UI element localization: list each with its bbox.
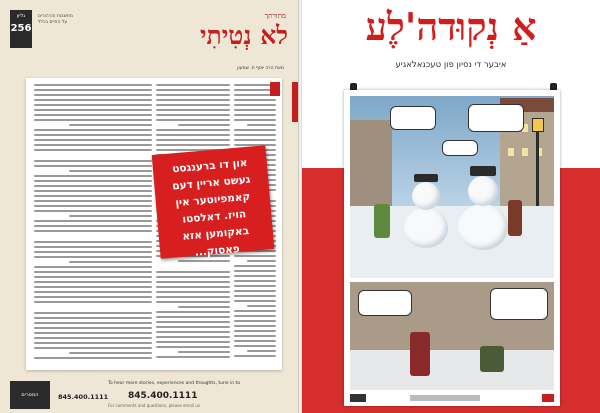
text-line [156,104,230,106]
text-line [34,129,152,131]
text-line [69,352,152,354]
text-line [34,114,152,116]
text-line [156,89,230,91]
text-line [234,139,276,141]
text-line [34,165,152,167]
text-line [234,119,276,121]
pull-quote-callout [152,145,275,259]
left-header [10,10,290,70]
text-line [234,104,276,106]
text-line [234,290,276,292]
text-line [69,215,152,217]
text-line [156,119,230,121]
street-lamp-icon [532,118,544,132]
text-line [234,340,276,342]
footer-logo: המסרים [10,381,50,409]
text-line [234,335,276,337]
text-line [156,296,230,298]
footer-phone-small: 845.400.1111 [58,393,109,401]
right-page [302,0,600,413]
text-line [34,230,152,232]
text-line [234,315,276,317]
text-line [178,306,230,308]
text-line [178,351,230,353]
building-left [350,120,392,208]
text-line [34,322,152,324]
text-line [234,355,276,357]
text-line [34,256,152,258]
text-line [234,280,276,282]
text-line [34,347,152,349]
text-line [234,345,276,347]
text-line [156,281,230,283]
text-line [34,286,152,288]
text-line [34,119,152,121]
text-line [156,265,230,268]
pull-quote-line: און דו ברענגסט [171,156,248,176]
text-line [156,139,230,141]
text-line [34,357,152,359]
text-line [34,306,152,309]
text-line [156,144,230,146]
text-line [34,154,152,157]
text-line [156,356,230,358]
text-line [34,332,152,334]
column-kicker: מתורתך [264,12,286,20]
text-line [234,109,276,111]
text-line [34,190,152,192]
text-line [234,270,276,272]
text-line [156,341,230,343]
text-line [234,295,276,297]
text-line [34,200,152,202]
text-line [156,109,230,111]
speech-bubble [390,106,436,130]
speech-bubble [490,288,548,320]
text-line [34,337,152,339]
issue-number: 256 [10,23,32,34]
text-line [234,275,276,277]
text-line [247,124,276,126]
text-line [234,265,276,267]
text-line [34,99,152,101]
text-line [234,114,276,116]
footer-phone-large: 845.400.1111 [128,391,198,401]
text-line [34,241,152,243]
footer-message: To hear more stories, experiences and thoughts, tune in to [108,381,241,386]
issue-label: גליון [16,13,26,19]
text-line [156,336,230,338]
text-line [156,326,230,328]
text-line [156,94,230,96]
comic-footer [350,392,554,404]
text-line [34,84,152,86]
footer-text-mark [410,395,480,401]
text-line [156,271,230,273]
byline: מאת הרב יוסף ח. שמעון [237,66,284,71]
text-line [34,185,152,187]
child-figure [508,200,522,236]
text-line [69,261,152,263]
text-line [234,129,276,131]
text-line [156,114,230,116]
text-line [34,312,152,314]
pull-quote-line: קאמפיוטער אין [174,190,251,210]
pull-quote-line: פאסוק... [194,242,241,259]
text-line [234,330,276,332]
text-line [234,134,276,136]
text-line [234,99,276,101]
text-line [156,321,230,323]
footer-email-note: For comments and questions, please email us [108,403,200,408]
text-line [178,124,230,126]
text-line [156,311,230,313]
snowman-head [412,182,440,210]
text-line [34,89,152,91]
text-line [34,342,152,344]
footer-logo-mark [350,394,366,402]
comic-panel-street [350,282,554,390]
text-line [69,170,152,172]
text-line [34,144,152,146]
header-info-line-2: על החיים בכלל [38,20,68,25]
snowman-body [458,204,508,250]
text-line [34,301,152,303]
text-line [34,291,152,293]
snowman-body [404,208,448,248]
text-line [34,317,152,319]
text-line [34,225,152,227]
issue-badge [10,10,32,48]
article-column-1 [34,84,152,362]
text-line [34,104,152,106]
header-info [38,14,118,26]
text-line [156,99,230,101]
text-line [34,296,152,298]
footer-brand-mark [542,394,554,402]
street-ground [350,350,554,390]
text-line [156,129,230,131]
text-line [234,285,276,287]
snowman-hat [414,174,438,182]
text-line [34,220,152,222]
pull-quote-line: הויז. דאלסטו [181,208,247,226]
child-figure [374,204,390,238]
pull-quote-line: באקומען אזא [182,224,250,243]
text-line [34,139,152,141]
comic-title: אַ נְקוּדה'לֶע [365,4,537,49]
text-line [156,134,230,136]
text-line [34,180,152,182]
text-line [34,160,152,162]
text-line [34,271,152,273]
text-line [34,235,152,238]
text-line [156,276,230,278]
text-line [34,134,152,136]
text-line [156,286,230,288]
text-line [69,124,152,126]
text-line [234,320,276,322]
text-line [156,84,230,86]
comic-panel-snowman [350,96,554,278]
text-line [34,94,152,96]
speech-bubble [358,290,412,316]
snowman-hat [470,166,496,176]
speech-bubble [468,104,524,132]
text-line [156,301,230,303]
text-line [156,316,230,318]
text-line [34,205,152,207]
text-line [234,325,276,327]
child-figure [410,332,430,376]
text-line [34,251,152,253]
pull-quote-line: געשט אריין דעם [171,173,251,193]
text-line [234,310,276,312]
text-line [234,300,276,302]
speech-bubble [442,140,478,156]
text-line [34,276,152,278]
text-line [34,281,152,283]
text-line [34,149,152,151]
text-line [247,350,276,352]
text-line [34,195,152,197]
text-line [247,305,276,307]
box-figure [480,346,504,372]
column-title: לא נְטִיתִי [199,21,288,50]
text-line [34,266,152,268]
text-line [34,327,152,329]
comic-subtitle: איבער די נסיון פון טעכנאלאגיע [395,60,507,70]
text-line [156,291,230,293]
text-line [34,109,152,111]
text-line [156,331,230,333]
left-footer [0,375,300,413]
comic-sheet [344,90,560,406]
snowman-head [468,176,498,206]
text-line [247,260,276,262]
text-line [156,346,230,348]
drop-cap-mark [270,82,280,96]
header-info-line-1: מחשבות והרהורים [38,14,73,19]
text-line [34,175,152,177]
text-line [34,210,152,212]
text-line [34,246,152,248]
